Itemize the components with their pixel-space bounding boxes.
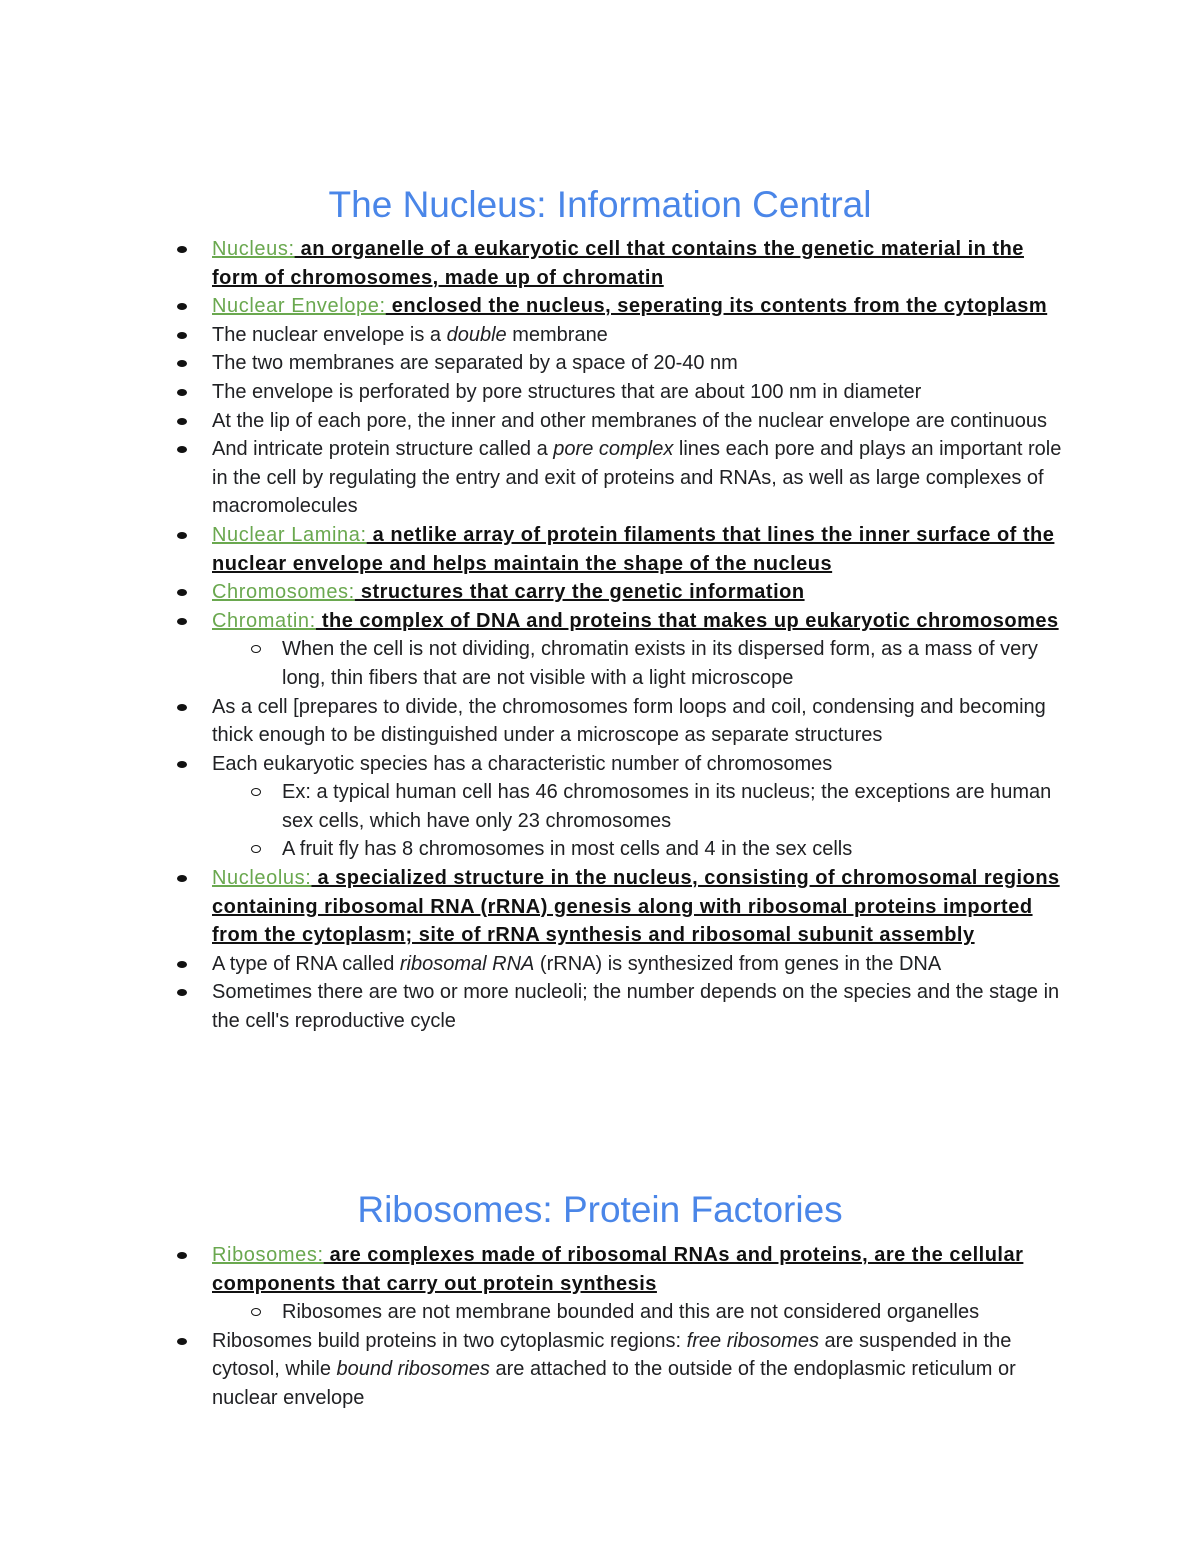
list-item	[212, 864, 1072, 950]
text-segment: The envelope is perforated by pore structures that are about 100 nm in diameter	[212, 380, 922, 403]
emphasis-text: pore complex	[553, 438, 674, 461]
list-item	[212, 378, 1072, 407]
list-item	[212, 578, 1072, 607]
term-nuclear-lamina: Nuclear Lamina:	[212, 523, 367, 546]
text-segment: A type of RNA called	[212, 952, 400, 975]
text-segment: Ex: a typical human cell has 46 chromosomes in its nucleus; the exceptions are human sex cells, which have only 23 chromosomes	[282, 781, 1052, 832]
text-segment: As a cell [prepares to divide, the chromosomes form loops and coil, condensing and becoming thick enough to be distinguished under a microscope as separate structures	[212, 695, 1046, 747]
list-item	[212, 407, 1072, 436]
term-nuclear-envelope: Nuclear Envelope:	[212, 295, 386, 318]
term-chromosomes: Chromosomes:	[212, 581, 355, 604]
sub-list-item	[282, 835, 1072, 864]
list-item	[212, 1241, 1072, 1298]
emphasis-text: bound ribosomes	[336, 1358, 490, 1381]
text-segment: (rRNA) is synthesized from genes in the DNA	[534, 952, 942, 975]
definition-nuclear-envelope: enclosed the nucleus, seperating its contents from the cytoplasm	[385, 295, 1048, 318]
text-segment: are suspended in the cytosol, while	[212, 1329, 1012, 1381]
text-segment: When the cell is not dividing, chromatin exists in its dispersed form, as a mass of very long, thin fibers that are not visible with a light microscope	[282, 638, 1038, 689]
sub-list-item	[282, 635, 1072, 692]
list-item	[212, 235, 1072, 292]
text-segment: At the lip of each pore, the inner and other membranes of the nuclear envelope are continuous	[212, 409, 1047, 432]
term-nucleolus: Nucleolus:	[212, 867, 312, 890]
text-segment: are attached to the outside of the endoplasmic reticulum or nuclear envelope	[212, 1358, 1016, 1409]
list-item	[212, 1327, 1072, 1413]
sub-list-item	[282, 1298, 1072, 1327]
list-item	[212, 693, 1072, 750]
nucleus-bullet-list	[212, 235, 1072, 1036]
text-segment: The two membranes are separated by a space of 20-40 nm	[212, 352, 738, 375]
term-chromatin: Chromatin:	[212, 609, 316, 632]
list-item	[212, 321, 1072, 350]
definition-chromatin: the complex of DNA and proteins that makes up eukaryotic chromosomes	[315, 609, 1059, 632]
text-segment: lines each pore and plays an important role in the cell by regulating the entry and exit of proteins and RNAs, as well as large complexes of macromolecules	[212, 438, 1062, 518]
section-title-ribosomes: Ribosomes: Protein Factories	[357, 1189, 843, 1230]
list-item	[212, 950, 1072, 979]
list-item	[212, 435, 1072, 521]
list-item	[212, 292, 1072, 321]
list-item	[212, 349, 1072, 378]
term-ribosomes: Ribosomes:	[212, 1244, 324, 1266]
definition-nucleus: an organelle of a eukaryotic cell that contains the genetic material in the form of chromosomes, made up of chromatin	[212, 238, 1024, 289]
emphasis-text: ribosomal RNA	[399, 952, 535, 975]
text-segment: Sometimes there are two or more nucleoli; the number depends on the species and the stage in the cell's reproductive cycle	[212, 981, 1060, 1033]
section-title-nucleus: The Nucleus: Information Central	[328, 184, 872, 225]
definition-nuclear-lamina: a netlike array of protein filaments that lines the inner surface of the nuclear envelope and helps maintain the shape of the nucleus	[212, 523, 1055, 575]
definition-ribosomes: are complexes made of ribosomal RNAs and proteins, are the cellular components that carry out protein synthesis	[212, 1244, 1024, 1295]
text-segment: The nuclear envelope is a	[212, 323, 447, 346]
emphasis-text: double	[446, 323, 507, 346]
sub-list-item	[282, 778, 1072, 835]
list-item	[212, 607, 1072, 636]
text-segment: Ribosomes are not membrane bounded and this are not considered organelles	[282, 1301, 980, 1324]
ribosomes-bullet-list	[212, 1241, 1072, 1413]
emphasis-text: free ribosomes	[686, 1329, 819, 1352]
term-nucleus: Nucleus:	[212, 238, 295, 260]
definition-nucleolus: a specialized structure in the nucleus, consisting of chromosomal regions containing ribosomal RNA (rRNA) genesis along with ribosomal proteins imported from the cytoplasm; site of rRNA synthesis and ribosomal subunit assembly	[212, 867, 1060, 947]
text-segment: Ribosomes build proteins in two cytoplasmic regions:	[212, 1329, 687, 1352]
text-segment: And intricate protein structure called a	[212, 438, 554, 461]
text-segment: membrane	[506, 323, 608, 346]
list-item	[212, 750, 1072, 779]
list-item	[212, 978, 1072, 1035]
definition-chromosomes: structures that carry the genetic information	[354, 581, 805, 604]
list-item	[212, 521, 1072, 578]
text-segment: A fruit fly has 8 chromosomes in most cells and 4 in the sex cells	[282, 838, 853, 861]
text-segment: Each eukaryotic species has a characteristic number of chromosomes	[212, 752, 833, 775]
